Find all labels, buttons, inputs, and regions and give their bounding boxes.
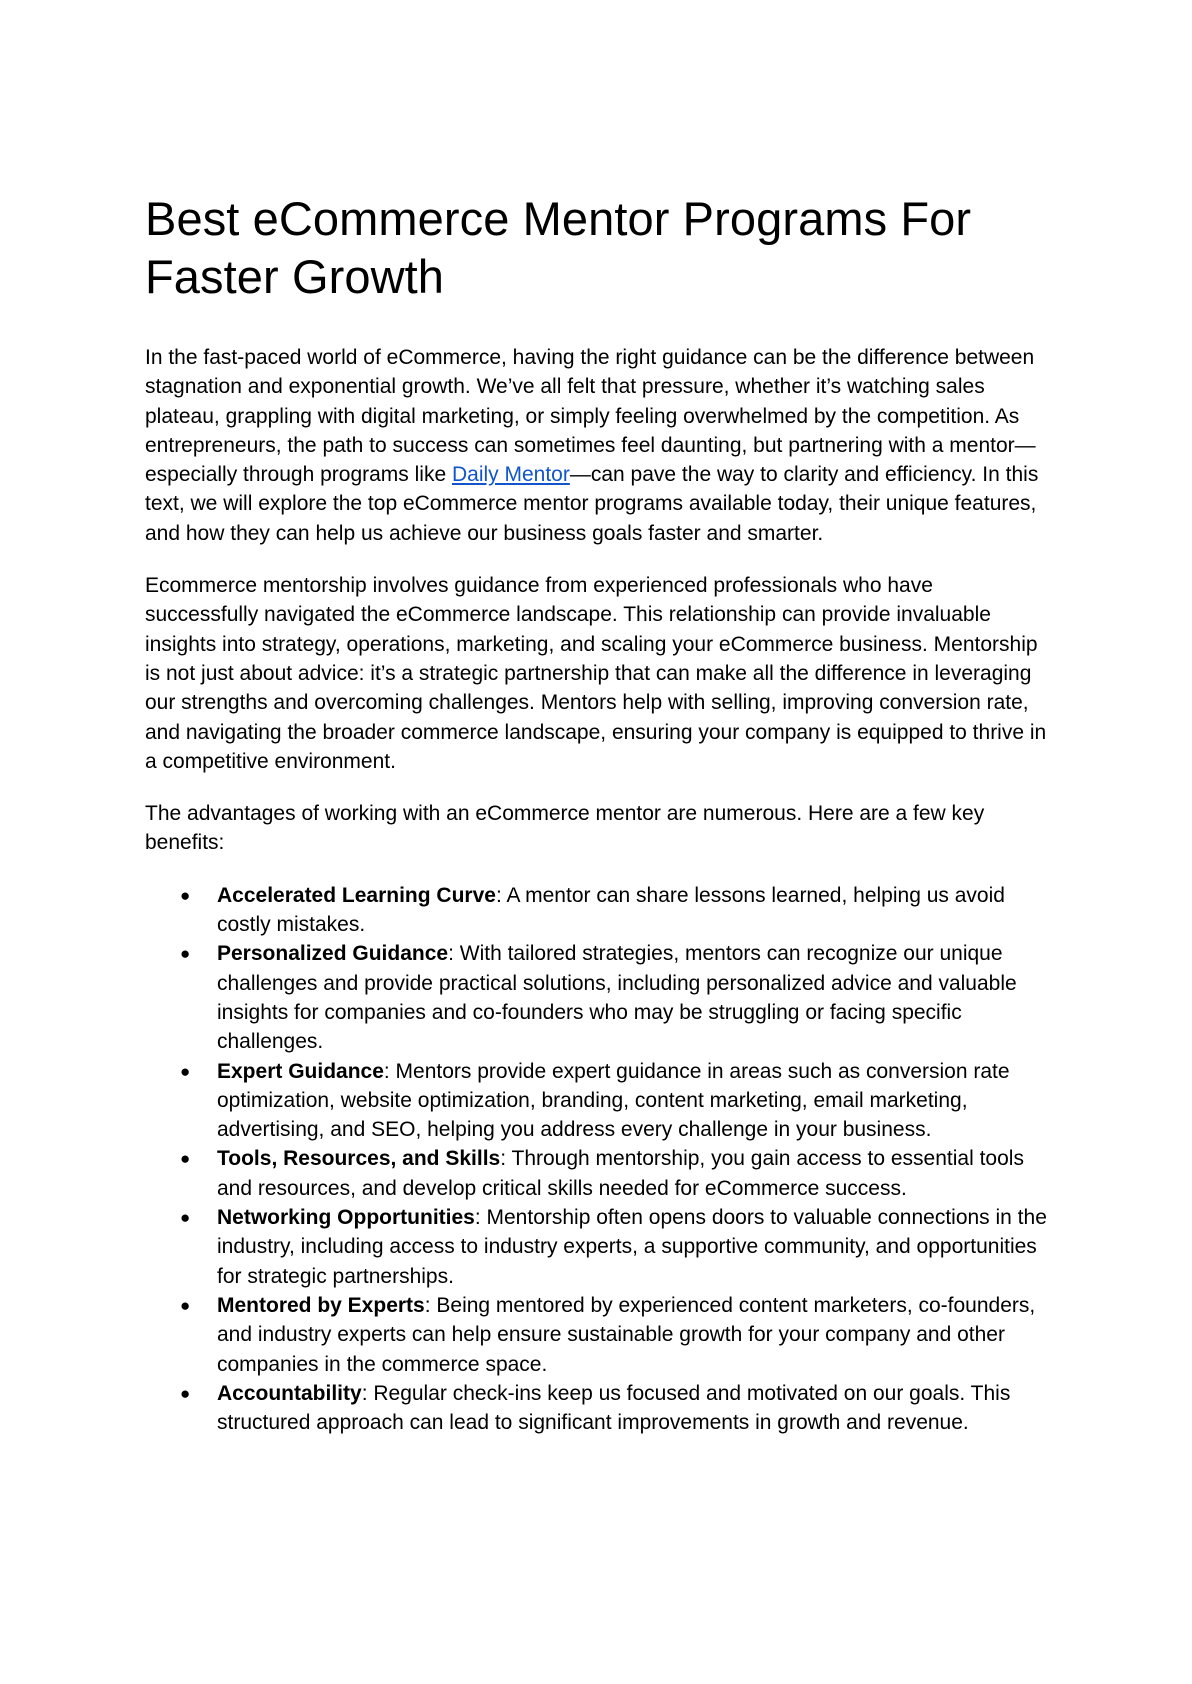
list-item (145, 1144, 1050, 1203)
bullet-icon: ● (180, 885, 191, 905)
bullet-icon: ● (180, 1208, 191, 1228)
list-item (145, 1057, 1050, 1145)
page-title: Best eCommerce Mentor Programs For Faster Growth (145, 192, 972, 303)
list-item (145, 939, 1050, 1056)
benefit-description: : Regular check-ins keep us focused and motivated on our goals. This structured approach can lead to significant improvements in growth and revenue. (217, 1381, 1011, 1435)
benefit-description: : Mentorship often opens doors to valuable connections in the industry, including access to industry experts, a supportive community, and opportunities for strategic partnerships. (217, 1206, 1047, 1288)
document-page (145, 190, 1050, 1437)
intro-paragraph (145, 343, 1050, 548)
benefit-description: : Mentors provide expert guidance in areas such as conversion rate optimization, website optimization, branding, content marketing, email marketing, advertising, and SEO, helping you address every challenge in your business. (217, 1059, 1010, 1142)
list-item (145, 1203, 1050, 1291)
intro-text-before-link: In the fast-paced world of eCommerce, having the right guidance can be the difference between stagnation and exponential growth. We’ve all felt that pressure, whether it’s watching sales plateau, grappling with digital marketing, or simply feeling overwhelmed by the competition. As entrepreneurs, the path to success can sometimes feel daunting, but partnering with a mentor—especially through programs like (145, 346, 1036, 487)
bullet-icon: ● (180, 1149, 191, 1169)
benefit-term: Accountability (217, 1381, 362, 1405)
intro-text-after-link: —can pave the way to clarity and efficiency. In this text, we will explore the top eCommerce mentor programs available today, their unique features, and how they can help us achieve our business goals faster and smarter. (145, 463, 1039, 545)
daily-mentor-link[interactable]: Daily Mentor (451, 463, 570, 487)
benefit-term: Accelerated Learning Curve (217, 883, 496, 907)
benefit-description: : Through mentorship, you gain access to essential tools and resources, and develop critical skills needed for eCommerce success. (217, 1147, 1024, 1200)
advantages-intro-paragraph: The advantages of working with an eCommerce mentor are numerous. Here are a few key benefits: (145, 802, 985, 855)
list-item (145, 1379, 1050, 1438)
mentorship-definition-paragraph: Ecommerce mentorship involves guidance from experienced professionals who have successfully navigated the eCommerce landscape. This relationship can provide invaluable insights into strategy, operations, marketing, and scaling your eCommerce business. Mentorship is not just about advice: it’s a strategic partnership that can make all the difference in leveraging our strengths and overcoming challenges. Mentors help with selling, improving conversion rate, and navigating the broader commerce landscape, ensuring your company is equipped to thrive in a competitive environment. (145, 574, 1047, 773)
benefit-description: : A mentor can share lessons learned, helping us avoid costly mistakes. (217, 883, 1005, 937)
bullet-icon: ● (180, 1061, 191, 1081)
benefit-term: Networking Opportunities (217, 1206, 475, 1230)
benefit-term: Personalized Guidance (217, 942, 449, 966)
bullet-icon: ● (180, 1295, 191, 1315)
benefits-list (145, 881, 1050, 1438)
benefit-description: : Being mentored by experienced content marketers, co-founders, and industry experts can help ensure sustainable growth for your company and other companies in the commerce space. (217, 1293, 1036, 1376)
bullet-icon: ● (180, 1383, 191, 1403)
list-item (145, 1291, 1050, 1379)
benefit-term: Expert Guidance (217, 1059, 384, 1083)
benefit-description: : With tailored strategies, mentors can recognize our unique challenges and provide practical solutions, including personalized advice and valuable insights for companies and co-founders who may be struggling or facing specific challenges. (217, 942, 1017, 1054)
bullet-icon: ● (180, 944, 191, 964)
benefit-term: Mentored by Experts (217, 1293, 425, 1317)
list-item (145, 881, 1050, 940)
benefit-term: Tools, Resources, and Skills (217, 1147, 501, 1171)
